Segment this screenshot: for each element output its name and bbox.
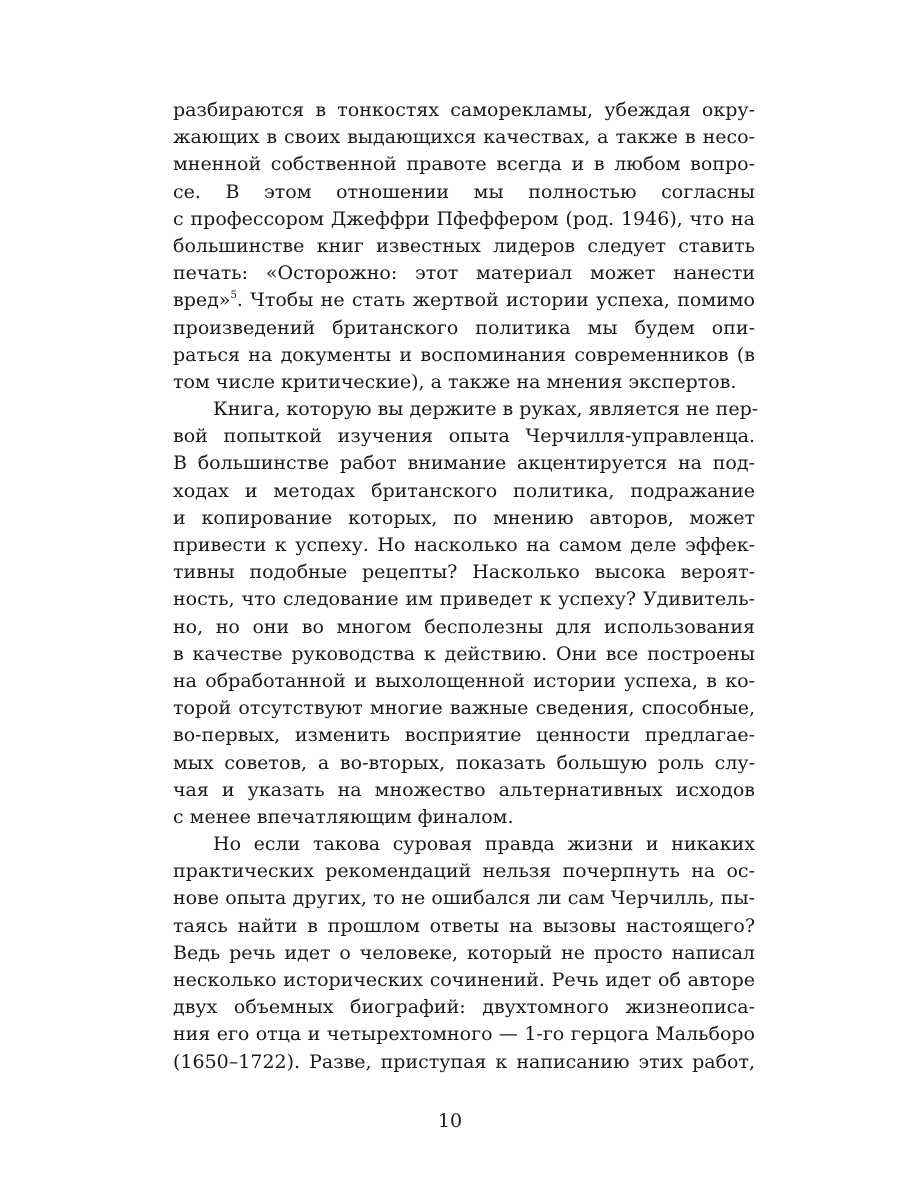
text-line-with-footnote xyxy=(173,287,755,314)
text-line: практических рекомендаций нельзя почерпнуть на ос- xyxy=(173,860,755,883)
text-line: с менее впечатляющим финалом. xyxy=(173,805,514,828)
text-line: но, но они во многом бесполезны для использования xyxy=(173,615,755,638)
text-line: привести к успеху. Но насколько на самом деле эффек- xyxy=(173,534,755,556)
text-line: том числе критические), а также на мнения экспертов. xyxy=(173,370,737,393)
text-line: вой попыткой изучения опыта Черчилля-управленца. xyxy=(173,425,755,448)
text-line: на обработанной и выхолощенной истории успеха, в ко- xyxy=(173,669,755,692)
text-line: ния его отца и четырехтомного — 1-го герцога Мальборо xyxy=(173,1023,755,1046)
text-line: большинстве книг известных лидеров следует ставить xyxy=(173,234,755,257)
text-line: торой отсутствуют многие важные сведения, способные, xyxy=(173,697,755,720)
text-line: с профессором Джеффри Пфеффером (род. 1946), что на xyxy=(173,207,755,230)
text-line: ходах и методах британского политика, подражание xyxy=(173,479,755,502)
text-line: жающих в своих выдающихся качествах, а также в несо- xyxy=(173,126,755,149)
text-line: нове опыта других, то не ошибался ли сам Черчилль, пы- xyxy=(173,887,755,910)
text-line: несколько исторических сочинений. Речь идет об авторе xyxy=(173,969,755,991)
text-fragment: вред» xyxy=(173,289,231,312)
text-line: во-первых, изменить восприятие ценности предлагае- xyxy=(173,724,755,747)
text-line: В большинстве работ внимание акцентируется на под- xyxy=(173,452,755,475)
text-line: в качестве руководства к действию. Они все построены xyxy=(173,642,755,665)
paragraph-2 xyxy=(173,396,759,831)
text-line: двух объемных биографий: двухтомного жизнеописа- xyxy=(173,996,755,1019)
text-fragment: . Чтобы не стать жертвой истории успеха, помимо xyxy=(236,289,755,312)
text-line: тивны подобные рецепты? Насколько высока вероят- xyxy=(173,561,755,584)
footnote-reference[interactable]: 5 xyxy=(230,290,237,302)
text-line: таясь найти в прошлом ответы на вызовы настоящего? xyxy=(173,914,755,937)
text-line: печать: «Осторожно: этот материал может нанести xyxy=(173,262,755,285)
paragraph-1 xyxy=(173,97,755,396)
text-line: Но если такова суровая правда жизни и никаких xyxy=(213,833,755,856)
paragraph-3 xyxy=(173,831,755,1076)
text-line: ность, что следование им приведет к успеху? Удивитель- xyxy=(173,588,755,611)
text-line: раться на документы и воспоминания современников (в xyxy=(173,343,755,366)
text-line: разбираются в тонкостях саморекламы, убеждая окру- xyxy=(173,99,755,121)
text-line: произведений британского политика мы будем опи- xyxy=(173,316,755,339)
text-line: Книга, которую вы держите в руках, является не пер- xyxy=(213,398,759,421)
text-line: мненной собственной правоте всегда и в любом вопро- xyxy=(173,153,755,176)
text-line: се. В этом отношении мы полностью согласны xyxy=(173,180,755,203)
text-line: чая и указать на множество альтернативных исходов xyxy=(173,778,755,801)
text-line: и копирование которых, по мнению авторов, может xyxy=(173,506,755,529)
page-number: 10 xyxy=(437,1110,463,1132)
text-line: мых советов, а во-вторых, показать большую роль слу- xyxy=(173,751,755,774)
text-line: Ведь речь идет о человеке, который не просто написал xyxy=(173,941,755,964)
book-page-body xyxy=(173,97,759,1076)
text-line: (1650–1722). Разве, приступая к написанию этих работ, xyxy=(173,1050,755,1073)
